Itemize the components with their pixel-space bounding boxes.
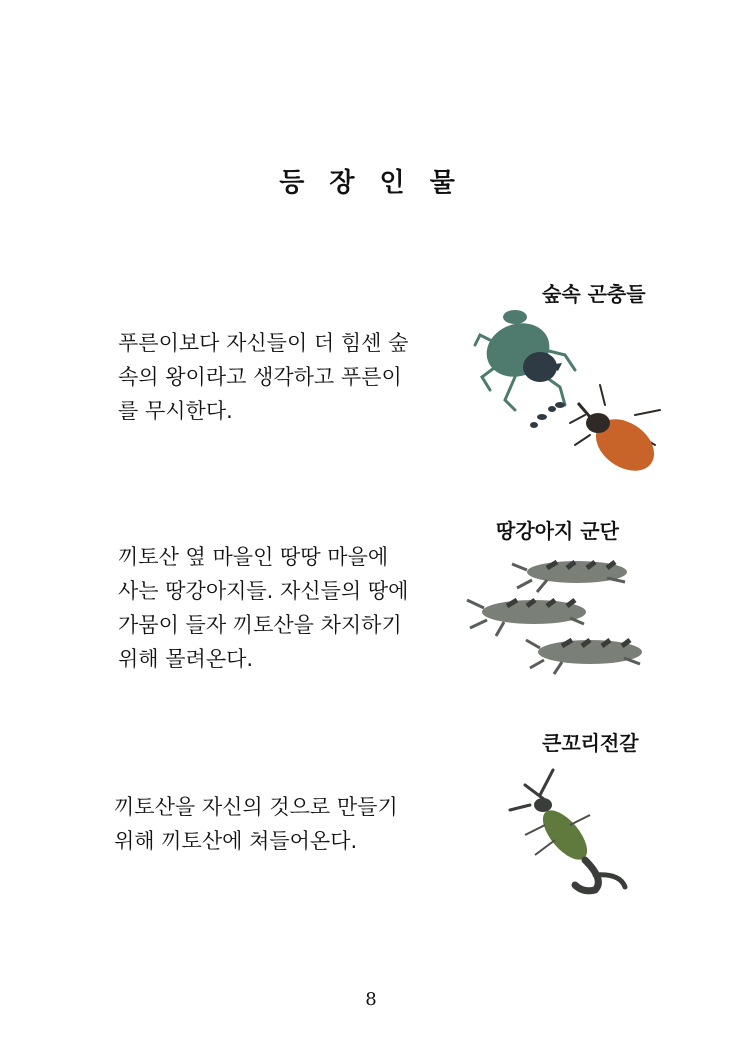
mole-cricket-figure: [467, 600, 586, 636]
description-line: 가뭄이 들자 끼토산을 차지하기: [118, 613, 402, 637]
earwig-figure: [510, 770, 625, 891]
weevil-figure: [570, 385, 664, 481]
description-line: 끼토산 옆 마을인 땅땅 마을에: [118, 545, 389, 569]
character-name-forest-insects: 숲속 곤충들: [542, 282, 646, 306]
stag-beetle-figure: [475, 310, 575, 410]
mole-cricket-army-illustration: [462, 545, 652, 680]
page-title: 등 장 인 물: [279, 168, 463, 198]
description-line: 를 무시한다.: [118, 399, 233, 423]
character-name-big-tail-earwig: 큰꼬리전갈: [542, 731, 639, 755]
forest-insects-illustration: [470, 305, 670, 500]
ant-figures: [530, 402, 565, 428]
character-description-mole-cricket-army: [118, 540, 408, 676]
mole-cricket-figure: [512, 561, 627, 592]
character-description-forest-insects: [118, 326, 408, 428]
description-line: 위해 몰려온다.: [118, 647, 254, 671]
mole-cricket-figure: [526, 640, 642, 674]
description-line: 끼토산을 자신의 것으로 만들기: [114, 795, 398, 819]
page-number: 8: [365, 989, 377, 1010]
description-line: 푸른이보다 자신들이 더 힘센 숲: [118, 331, 409, 355]
description-line: 속의 왕이라고 생각하고 푸른이: [118, 365, 402, 389]
character-description-big-tail-earwig: [114, 790, 398, 858]
description-line: 위해 끼토산에 쳐들어온다.: [114, 829, 358, 853]
character-name-mole-cricket-army: 땅강아지 군단: [496, 519, 619, 543]
big-tail-earwig-illustration: [495, 765, 635, 900]
description-line: 사는 땅강아지들. 자신들의 땅에: [118, 579, 409, 603]
